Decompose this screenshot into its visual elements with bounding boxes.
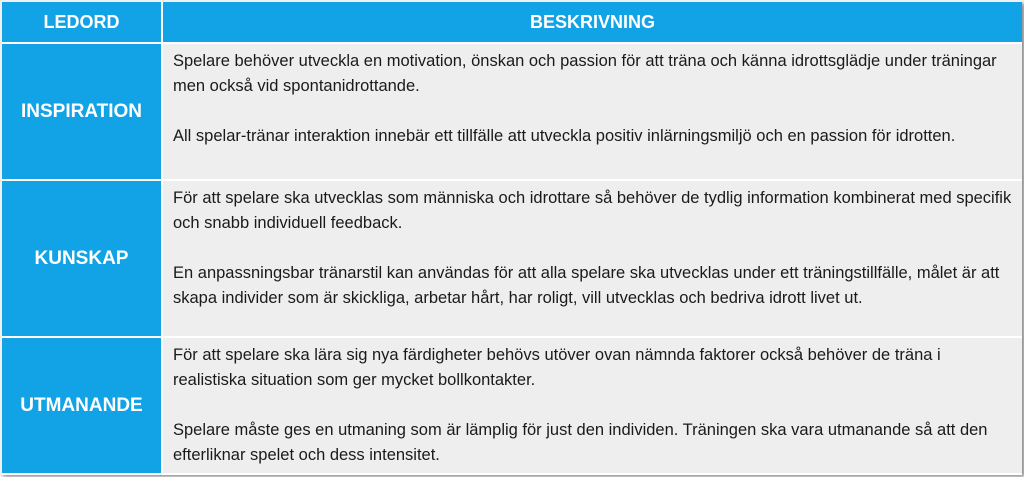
table-row <box>2 337 1022 474</box>
row-key-utmanande: UTMANANDE <box>2 337 162 474</box>
description-paragraph: För att spelare ska lära sig nya färdigheter behövs utöver ovan nämnda faktorer också behöver de träna i realistiska situation som ger mycket bollkontakter. <box>173 346 941 389</box>
description-paragraph: Spelare måste ges en utmaning som är lämplig för just den individen. Träningen ska vara utmanande så att den efterliknar spelet och dess intensitet. <box>173 421 988 464</box>
table-row <box>2 43 1022 180</box>
header-beskrivning: BESKRIVNING <box>162 2 1022 43</box>
row-description <box>162 180 1022 337</box>
row-description <box>162 337 1022 474</box>
description-paragraph: All spelar-tränar interaktion innebär ett tillfälle att utveckla positiv inlärningsmiljö och en passion för idrotten. <box>173 127 956 145</box>
description-paragraph: För att spelare ska utvecklas som människa och idrottare så behöver de tydlig information kombinerat med specifik och snabb individuell feedback. <box>173 189 1012 232</box>
table-row <box>2 180 1022 337</box>
header-row <box>2 2 1022 43</box>
ledord-table <box>2 2 1022 475</box>
row-description <box>162 43 1022 180</box>
description-paragraph: Spelare behöver utveckla en motivation, önskan och passion för att träna och känna idrottsglädje under träningar men också vid spontanidrottande. <box>173 52 997 95</box>
description-paragraph: En anpassningsbar tränarstil kan användas för att alla spelare ska utvecklas under ett träningstillfälle, målet är att skapa individer som är skickliga, arbetar hårt, har roligt, vill utvecklas och bedriva idrott livet ut. <box>173 264 1000 307</box>
row-key-inspiration: INSPIRATION <box>2 43 162 180</box>
row-key-kunskap: KUNSKAP <box>2 180 162 337</box>
header-ledord: LEDORD <box>2 2 162 43</box>
